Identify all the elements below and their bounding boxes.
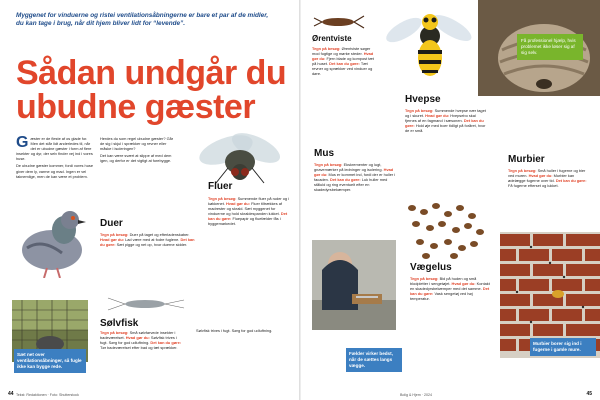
silverfish-image: [100, 290, 190, 318]
lead-paragraph: Myggenet for vinduerne og ristei ventilationsåbningerne er bare et par af de midler, du kan tage i brug, når dit hjem bliver lidt for “levende”.: [16, 12, 269, 27]
section-body-duer: Tegn på besøg: Duer på taget og efterladenskaber. Hvad gør du: Lad være med at fodre fuglene. Det kan du gøre: Sæt pigge og net op, hvor duerne sidder.: [100, 232, 195, 247]
page-number-right: 45: [586, 391, 592, 397]
caption-brick-holes: Murbier borer sig ind i fugerne i gamle mure.: [530, 338, 596, 356]
section-body-mus: Tegn på besøg: Ekskrementer og lugt, gnavemærker på ledninger og isolering. Hvad gør du: Mus er kommet ind, fordi der er huller i facaden. Det kan du gøre: Luk huller med ståluld og ring eventuelt efter en skadedyrsbekæmper.: [314, 162, 396, 192]
caption-mouse-trap: Fælder virker bedst, når de sættes langs vægge.: [346, 348, 402, 372]
intro-paragraph: æster er de fleste af os glade for. Men det står lidt anderledes til, når det er ubudne gæster i form af flere insekter og dyr, der selv finder vej ind i vores huse.: [16, 136, 93, 162]
mousetrap-photo: [312, 240, 396, 330]
intro-paragraph: Det kan være svært at slippe af med dem igen, og derfor er det vigtigt at forebygge.: [100, 153, 172, 164]
section-body-fluer: Tegn på besøg: Summende fluer på ruder og i køkkenet. Hvad gør du: Fluer tiltrækkes af madrester og skrald. Sæt myggenet for vinduerne og hold skraldespanden lukket. Det kan du gøre: Fluepapir og fluefælder fås i byggemarkedet.: [208, 196, 290, 226]
section-body-murbier: Tegn på besøg: Små huller i fugerne og bier ved muren. Hvad gør du: Murbier kan ødelægge fugerne over tid. Det kan du gøre: Få fugerne efterset og lukket.: [508, 168, 587, 188]
bedbug-image: [402, 198, 490, 262]
section-title-solvfisk: Sølvfisk: [100, 318, 139, 329]
section-body-solvfisk: Tegn på besøg: Små sølvfarvede insekter i badeværelset. Hvad gør du: Sølvfisk trives i fugt. Sørg for god udluftning. Det kan du gøre: Tør badeværelset efter bad og tæt sprækker.: [100, 330, 182, 350]
footer-left: Tekst: Redaktionen · Foto: Shutterstock: [16, 393, 79, 397]
caption-bird-net: Sæt net over ventilationsåbninger, så fugle ikke kan bygge rede.: [14, 349, 86, 373]
pigeon-image: [12, 198, 90, 278]
section-title-hvepse: Hvepse: [405, 94, 441, 105]
page-number-left: 44: [8, 391, 14, 397]
dropcap: G: [16, 134, 29, 151]
section-body-vaegelus: Tegn på besøg: Bid på huden og små blodpletter i sengetøjet. Hvad gør du: Kontakt en skadedyrsbekæmper med det samme. Det kan du gøre: Vask sengetøj ved høj temperatur.: [410, 276, 490, 301]
intro-paragraph: De ubudne gæster kommer, fordi vores huse giver dem ly, varme og mad. Ingen er vel taknemlige, men de kan være et problem.: [16, 163, 93, 179]
section-body-hvepse: Tegn på besøg: Summende hvepse nær taget og i skuret. Hvad gør du: Hvepsebo skal fjernes af en fagmand i sæsonen. Det kan du gøre: Hold øje med boer tidligt på foråret, hvor de er små.: [405, 108, 486, 133]
headline: Sådan undgår du ubudne gæster: [16, 54, 287, 126]
intro-column-1: [16, 136, 94, 181]
earwig-image: [312, 8, 366, 36]
tip-box: Få professionel hjælp, hvis problemet ikke løser sig af sig selv.: [517, 34, 583, 60]
section-title-vaegelus: Vægelus: [410, 262, 452, 273]
section-title-mus: Mus: [314, 148, 334, 159]
section-title-duer: Duer: [100, 218, 123, 229]
intro-column-2: [100, 136, 178, 165]
section-title-orentviste: Ørentviste: [312, 34, 352, 43]
section-body-orentviste: Tegn på besøg: Ørentviste søger mod fugtige og mørke steder. Hvad gør du: Fjern blade og kompost tæt på huset. Det kan du gøre: Tæt revner og sprækker ved vinduer og døre.: [312, 46, 374, 76]
wasp-image: [382, 0, 478, 84]
footer-right: Bolig & Hjem · 2024: [400, 393, 432, 397]
section-title-murbier: Murbier: [508, 154, 545, 165]
intro-paragraph: Herdes du som regel ubudne gæster? Går de sig i skjul i sprækker og revner eller måske i isoleringen?: [100, 136, 174, 152]
section-title-fluer: Fluer: [208, 181, 233, 192]
fly-image: [196, 128, 286, 186]
mid-column: Sølvfisk trives i fugt. Sørg for god udluftning.: [196, 328, 273, 333]
